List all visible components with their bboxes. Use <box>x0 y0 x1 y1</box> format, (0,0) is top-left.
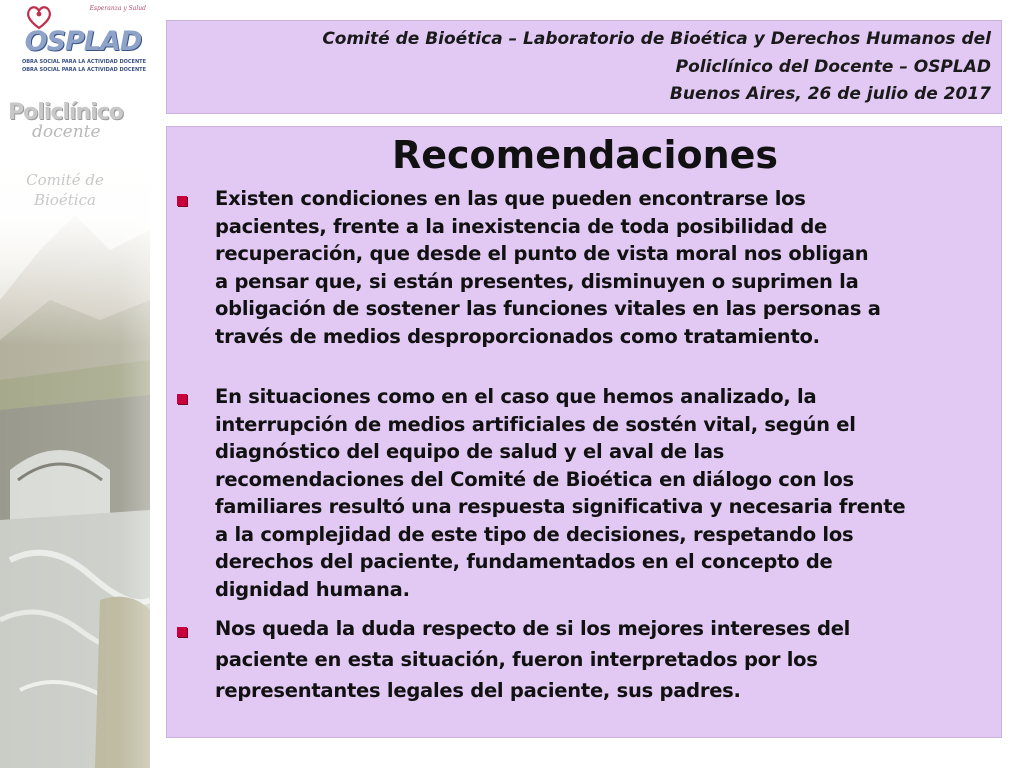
square-bullet-icon <box>177 627 187 637</box>
bullet-line: recomendaciones del Comité de Bioética en diálogo con los <box>215 467 854 491</box>
header-panel <box>166 20 1002 114</box>
bullet-line: familiares resultó una respuesta significativa y necesaria frente <box>215 495 906 518</box>
bullet-line: representantes legales del paciente, sus padres. <box>215 679 741 702</box>
policlinico-logo-word: Policlínico <box>8 100 123 125</box>
square-bullet-icon <box>177 196 187 206</box>
logo-wordmark: OSPLAD <box>24 26 142 57</box>
bullet-line: dignidad humana. <box>215 577 410 601</box>
bullet-line: Existen condiciones en las que pueden encontrarse los <box>215 187 806 210</box>
bullet-text-2 <box>215 383 1000 603</box>
sidebar-comite-line-1: Comité de <box>26 171 104 189</box>
slide-title: Recomendaciones <box>391 133 779 177</box>
bullet-text-3 <box>215 613 1000 706</box>
square-bullet-icon <box>177 394 187 404</box>
docente-logo-word: docente <box>32 122 101 142</box>
header-line-3: Buenos Aires, 26 de julio de 2017 <box>669 84 991 104</box>
logo-subtitle-1: OBRA SOCIAL PARA LA ACTIVIDAD DOCENTE <box>22 59 146 65</box>
bullet-line: pacientes, frente a la inexistencia de toda posibilidad de <box>215 214 828 238</box>
content-panel <box>166 126 1002 738</box>
header-line-2: Policlínico del Docente – OSPLAD <box>675 57 991 77</box>
header-line-1: Comité de Bioética – Laboratorio de Bioética y Derechos Humanos del <box>322 29 991 49</box>
sidebar <box>0 0 150 768</box>
bullet-line: En situaciones como en el caso que hemos analizado, la <box>215 385 817 408</box>
logo-slogan: Esperanza y Salud <box>89 5 146 12</box>
bullet-text-1 <box>215 185 1000 350</box>
bullet-line: diagnóstico del equipo de salud y el aval de las <box>215 440 725 463</box>
osplad-logo <box>8 2 146 76</box>
bullet-line: través de medios desproporcionados como tratamiento. <box>215 324 820 348</box>
bullet-line: a la complejidad de este tipo de decisiones, respetando los <box>215 522 854 546</box>
bullet-line: interrupción de medios artificiales de sostén vital, según el <box>215 412 856 436</box>
sidebar-comite-line-2: Bioética <box>34 191 96 209</box>
logo-subtitle-2: OBRA SOCIAL PARA LA ACTIVIDAD DOCENTE <box>22 67 146 73</box>
bullet-line: Nos queda la duda respecto de si los mejores intereses del <box>215 617 851 640</box>
bullet-line: derechos del paciente, fundamentados en el concepto de <box>215 550 833 573</box>
bullet-line: paciente en esta situación, fueron interpretados por los <box>215 648 818 671</box>
bullet-line: obligación de sostener las funciones vitales en las personas a <box>215 297 881 320</box>
bullet-line: recuperación, que desde el punto de vista moral nos obligan <box>215 242 869 265</box>
bullet-line: a pensar que, si están presentes, disminuyen o suprimen la <box>215 269 859 293</box>
sidebar-comite-label <box>10 170 120 210</box>
